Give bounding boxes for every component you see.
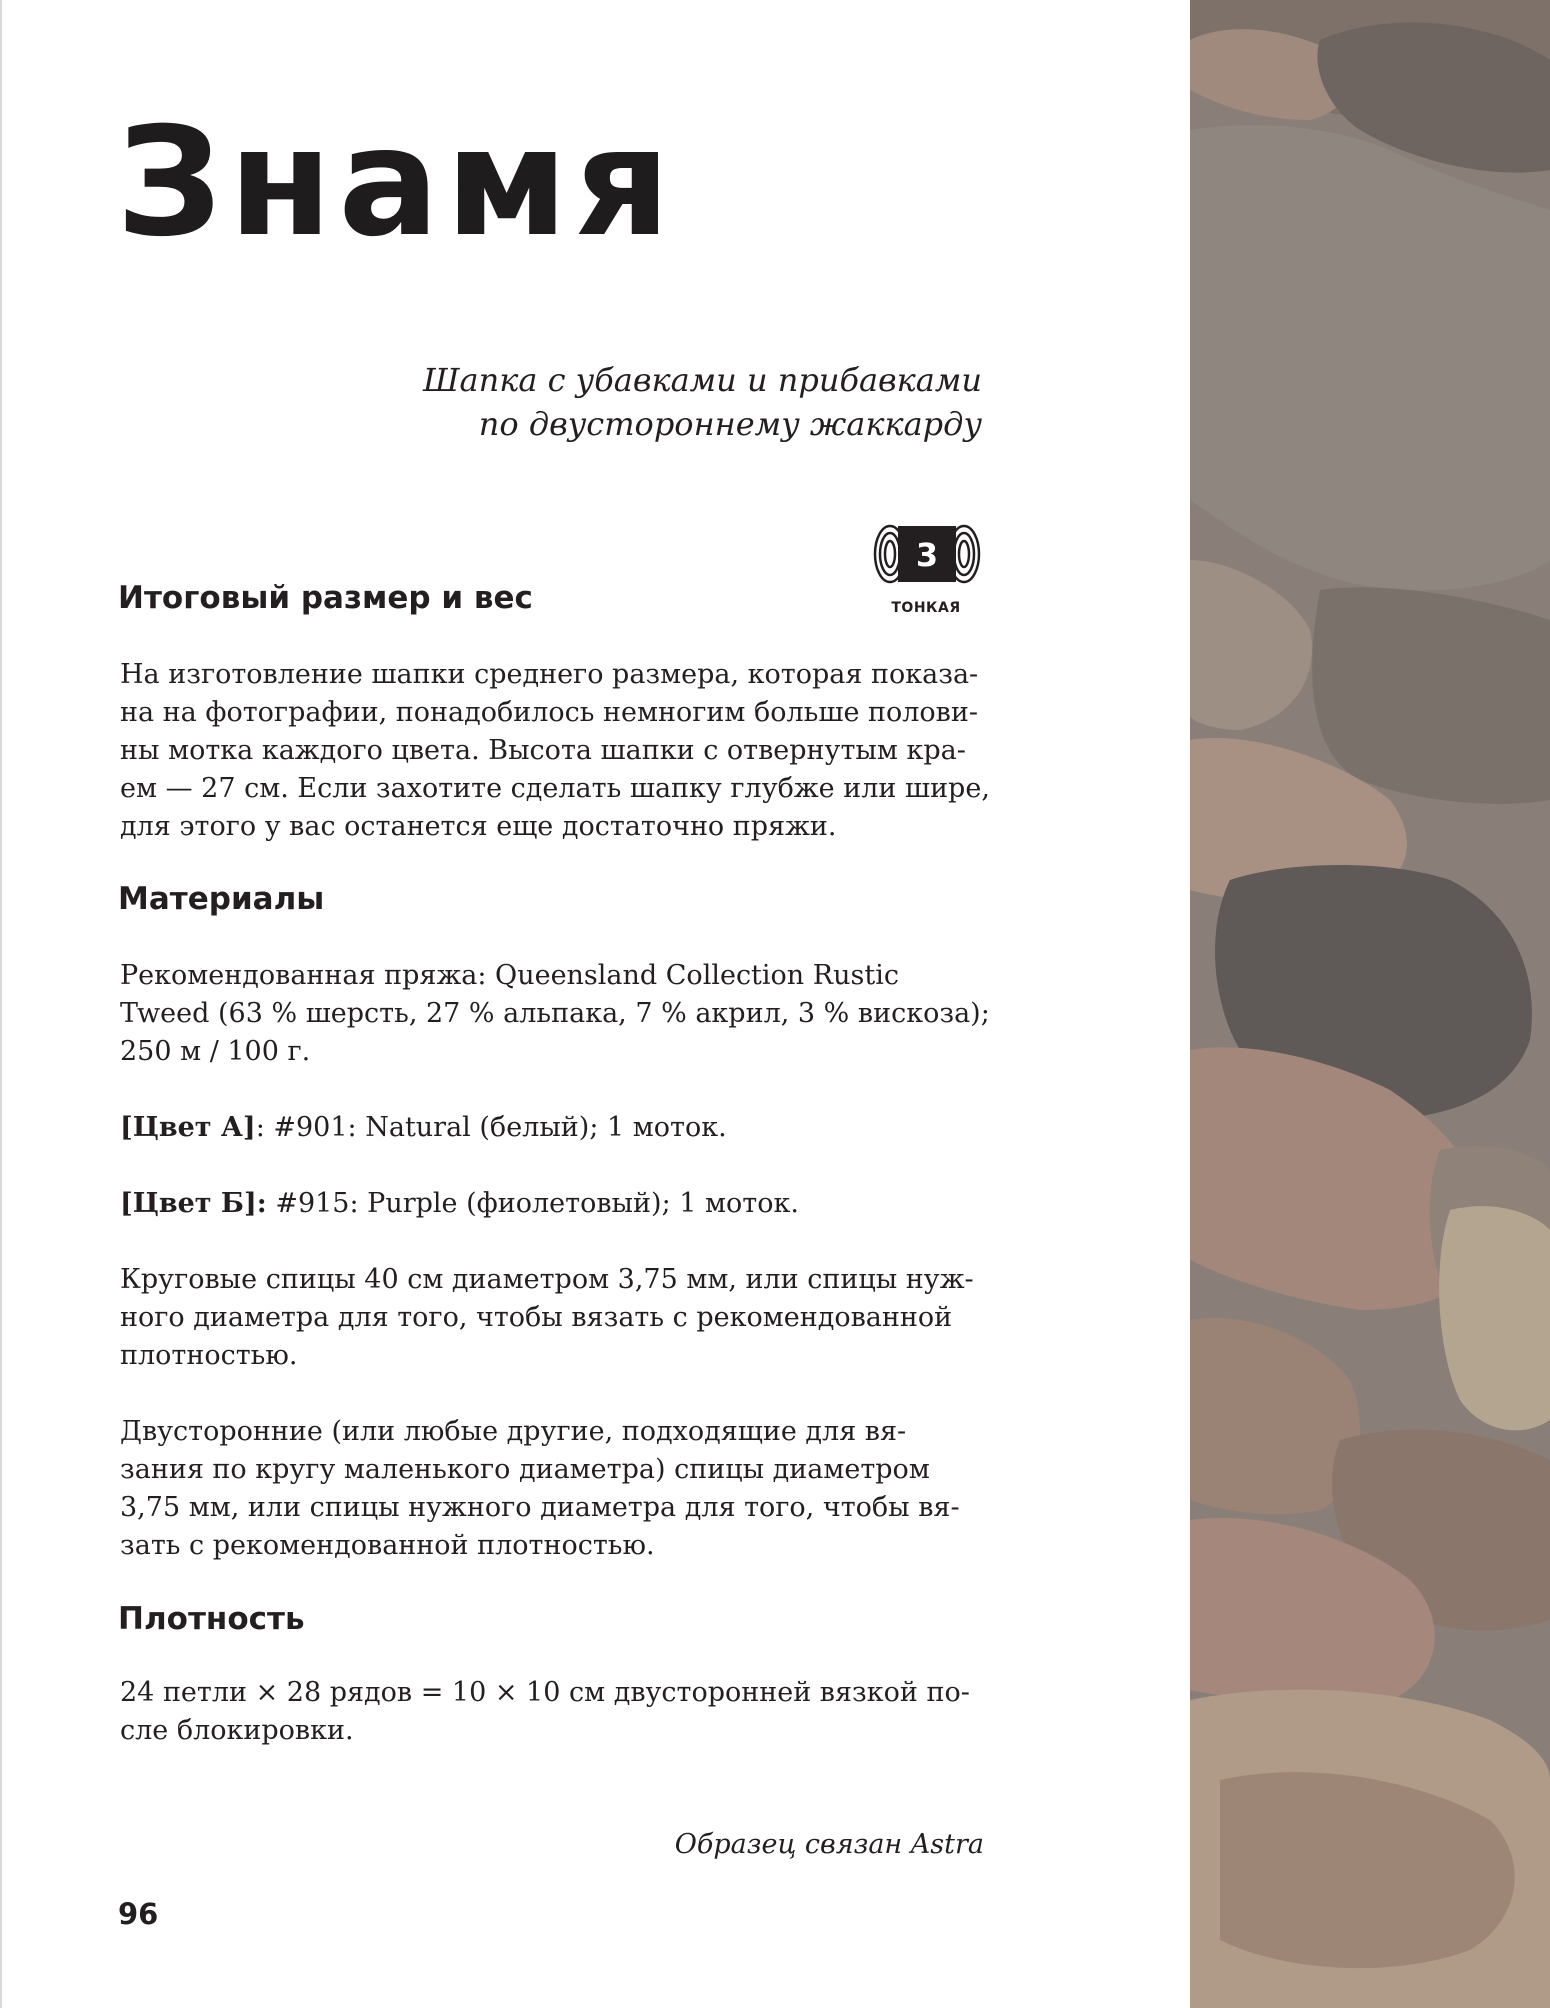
gauge-paragraph	[120, 1674, 970, 1750]
text-line: На изготовление шапки среднего размера, которая показа-	[120, 659, 979, 690]
text-line: 250 м / 100 г.	[120, 1036, 311, 1067]
text-line: Круговые спицы 40 см диаметром 3,75 мм, или спицы нуж-	[120, 1264, 974, 1295]
page-edge-rule	[0, 0, 2, 2008]
text-line: зать с рекомендованной плотностью.	[120, 1530, 655, 1561]
text-line: Рекомендованная пряжа: Queensland Collection Rustic	[120, 960, 899, 991]
text-line: Двусторонние (или любые другие, подходящие для вя-	[120, 1416, 907, 1447]
text-line: Tweed (63 % шерсть, 27 % альпака, 7 % акрил, 3 % вискоза);	[120, 998, 990, 1029]
text-line: плотностью.	[120, 1340, 298, 1371]
materials-heading: Материалы	[118, 881, 325, 917]
text-line: ного диаметра для того, чтобы вязать с рекомендованной	[120, 1302, 953, 1333]
dpn-paragraph	[120, 1413, 960, 1565]
color-a-line	[120, 1109, 727, 1147]
circular-needles-paragraph	[120, 1261, 974, 1375]
yarn-weight-number: 3	[915, 536, 939, 574]
color-a-label: [Цвет А]	[120, 1112, 256, 1143]
color-b-line	[120, 1185, 799, 1223]
text-line: ем — 27 см. Если захотите сделать шапку глубже или шире,	[120, 773, 990, 804]
gauge-heading: Плотность	[118, 1601, 305, 1637]
subtitle-line: Шапка с убавками и прибавками	[423, 361, 982, 399]
page-number: 96	[118, 1897, 159, 1931]
stones-photo	[1190, 0, 1550, 2008]
text-line: ны мотка каждого цвета. Высота шапки с отвернутым кра-	[120, 735, 966, 766]
text-line: зания по кругу маленького диаметра) спицы диаметром	[120, 1454, 930, 1485]
text-line: на на фотографии, понадобилось немногим больше полови-	[120, 697, 978, 728]
color-b-text: #915: Purple (фиолетовый); 1 моток.	[266, 1188, 799, 1219]
yarn-weight-label: ТОНКАЯ	[891, 600, 961, 616]
pattern-subtitle	[350, 358, 982, 446]
text-line: 3,75 мм, или спицы нужного диаметра для того, чтобы вя-	[120, 1492, 960, 1523]
size-heading: Итоговый размер и вес	[118, 580, 533, 616]
text-line: 24 петли × 28 рядов = 10 × 10 см двусторонней вязкой по-	[120, 1677, 970, 1708]
text-line: сле блокировки.	[120, 1715, 354, 1746]
color-a-text: : #901: Natural (белый); 1 моток.	[255, 1112, 727, 1143]
color-b-label: [Цвет Б]:	[120, 1188, 267, 1219]
subtitle-line: по двустороннему жаккарду	[478, 405, 982, 443]
knitter-credit: Образец связан Astra	[674, 1829, 984, 1860]
pattern-title: Знамя	[116, 96, 677, 270]
size-paragraph	[120, 656, 990, 846]
yarn-paragraph	[120, 957, 990, 1071]
text-line: для этого у вас останется еще достаточно пряжи.	[120, 811, 837, 842]
